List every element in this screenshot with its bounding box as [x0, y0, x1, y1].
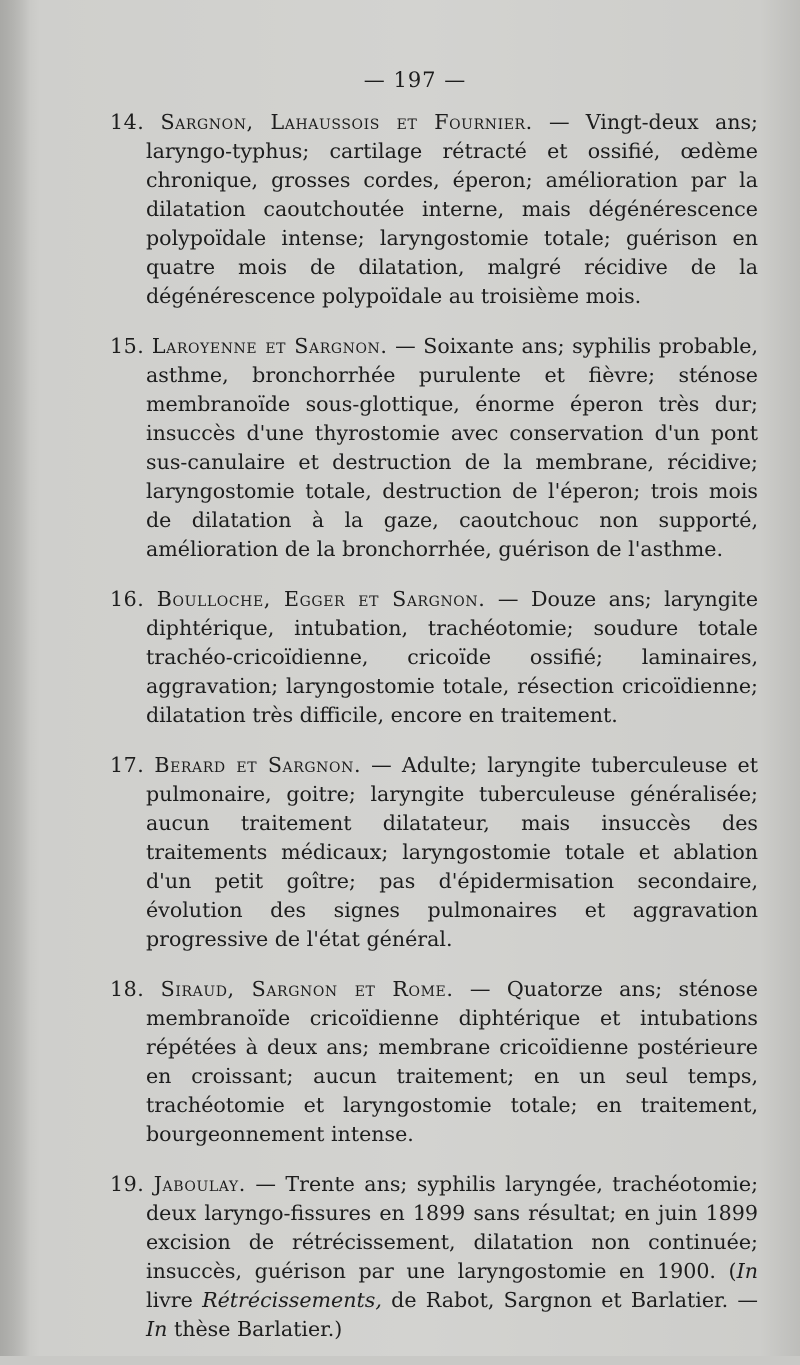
- entry-authors: Jaboulay.: [153, 1172, 246, 1196]
- reference-entry-18: [110, 975, 758, 1149]
- entry-text: — Adulte; laryngite tuberculeuse et pulmonaire, goitre; laryngite tuberculeuse généralisée; aucun traitement dilatateur, mais insuccès des traitements médicaux; laryngostomie totale et ablation d'un petit goître; pas d'épidermisation secondaire, évolution des signes pulmonaires et aggravation progressive de l'état général.: [146, 753, 759, 951]
- reference-entry-19: [110, 1170, 758, 1344]
- entry-text-part: livre: [146, 1288, 203, 1312]
- reference-entry-16: [110, 585, 758, 730]
- entry-italic-title: Rétrécissements,: [202, 1288, 382, 1312]
- entry-italic-in: In: [146, 1317, 168, 1341]
- entry-authors: Laroyenne et Sargnon.: [151, 334, 388, 358]
- entry-text-part: thèse Barlatier.): [167, 1317, 343, 1341]
- entry-text: — Soixante ans; syphilis probable, asthme, bronchorrhée purulente et fièvre; sténose membranoïde sous-glottique, énorme éperon très dur; insuccès d'une thyrostomie avec conservation d'un pont sus-canulaire et destruction de la membrane, récidive; laryngostomie totale, destruction de l'éperon; trois mois de dilatation à la gaze, caoutchouc non supporté, amélioration de la bronchorrhée, guérison de l'asthme.: [146, 334, 759, 561]
- entry-authors: Berard et Sargnon.: [154, 753, 362, 777]
- entry-text: — Quatorze ans; sténose membranoïde cricoïdienne diphtérique et intubations répétées à deux ans; membrane cricoïdienne postérieure en croissant; aucun traitement; en un seul temps, trachéotomie et laryngostomie totale; en traitement, bourgeonnement intense.: [146, 977, 758, 1146]
- entry-text-part: de Rabot, Sargnon et Barlatier. —: [381, 1288, 759, 1312]
- entry-number: 18.: [110, 977, 145, 1001]
- entry-text: [146, 1172, 758, 1341]
- entry-number: 15.: [110, 334, 145, 358]
- reference-entry-14: [110, 108, 758, 311]
- entry-text: — Vingt-deux ans; laryngo-typhus; cartilage rétracté et ossifié, œdème chronique, grosses cordes, éperon; amélioration par la dilatation caoutchoutée interne, mais dégénérescence polypoïdale intense; laryngostomie totale; guérison en quatre mois de dilatation, malgré récidive de la dégénérescence polypoïdale au troisième mois.: [146, 110, 758, 308]
- entry-number: 16.: [110, 587, 145, 611]
- entry-text: — Douze ans; laryngite diphtérique, intubation, trachéotomie; soudure totale trachéo-cricoïdienne, cricoïde ossifié; laminaires, aggravation; laryngostomie totale, résection cricoïdienne; dilatation très difficile, encore en traitement.: [146, 587, 759, 727]
- reference-entry-15: [110, 332, 758, 564]
- entry-number: 19.: [110, 1172, 145, 1196]
- reference-entry-17: [110, 751, 758, 954]
- entry-authors: Boulloche, Egger et Sargnon.: [156, 587, 486, 611]
- entry-text-part: — Trente ans; syphilis laryngée, trachéotomie; deux laryngo-fissures en 1899 sans résultat; en juin 1899 excision de rétrécissement, dilatation non continuée; insuccès, guérison par une laryngostomie en 1900. (: [146, 1172, 759, 1283]
- entry-authors: Sargnon, Lahaussois et Fournier.: [160, 110, 533, 134]
- page-edge-shadow: [0, 0, 30, 1356]
- entry-authors: Siraud, Sargnon et Rome.: [160, 977, 454, 1001]
- page-number: — 197 —: [363, 68, 467, 92]
- entry-number: 17.: [110, 753, 145, 777]
- entry-number: 14.: [110, 110, 145, 134]
- reference-list: [110, 108, 758, 1365]
- entry-italic-in: In: [736, 1259, 758, 1283]
